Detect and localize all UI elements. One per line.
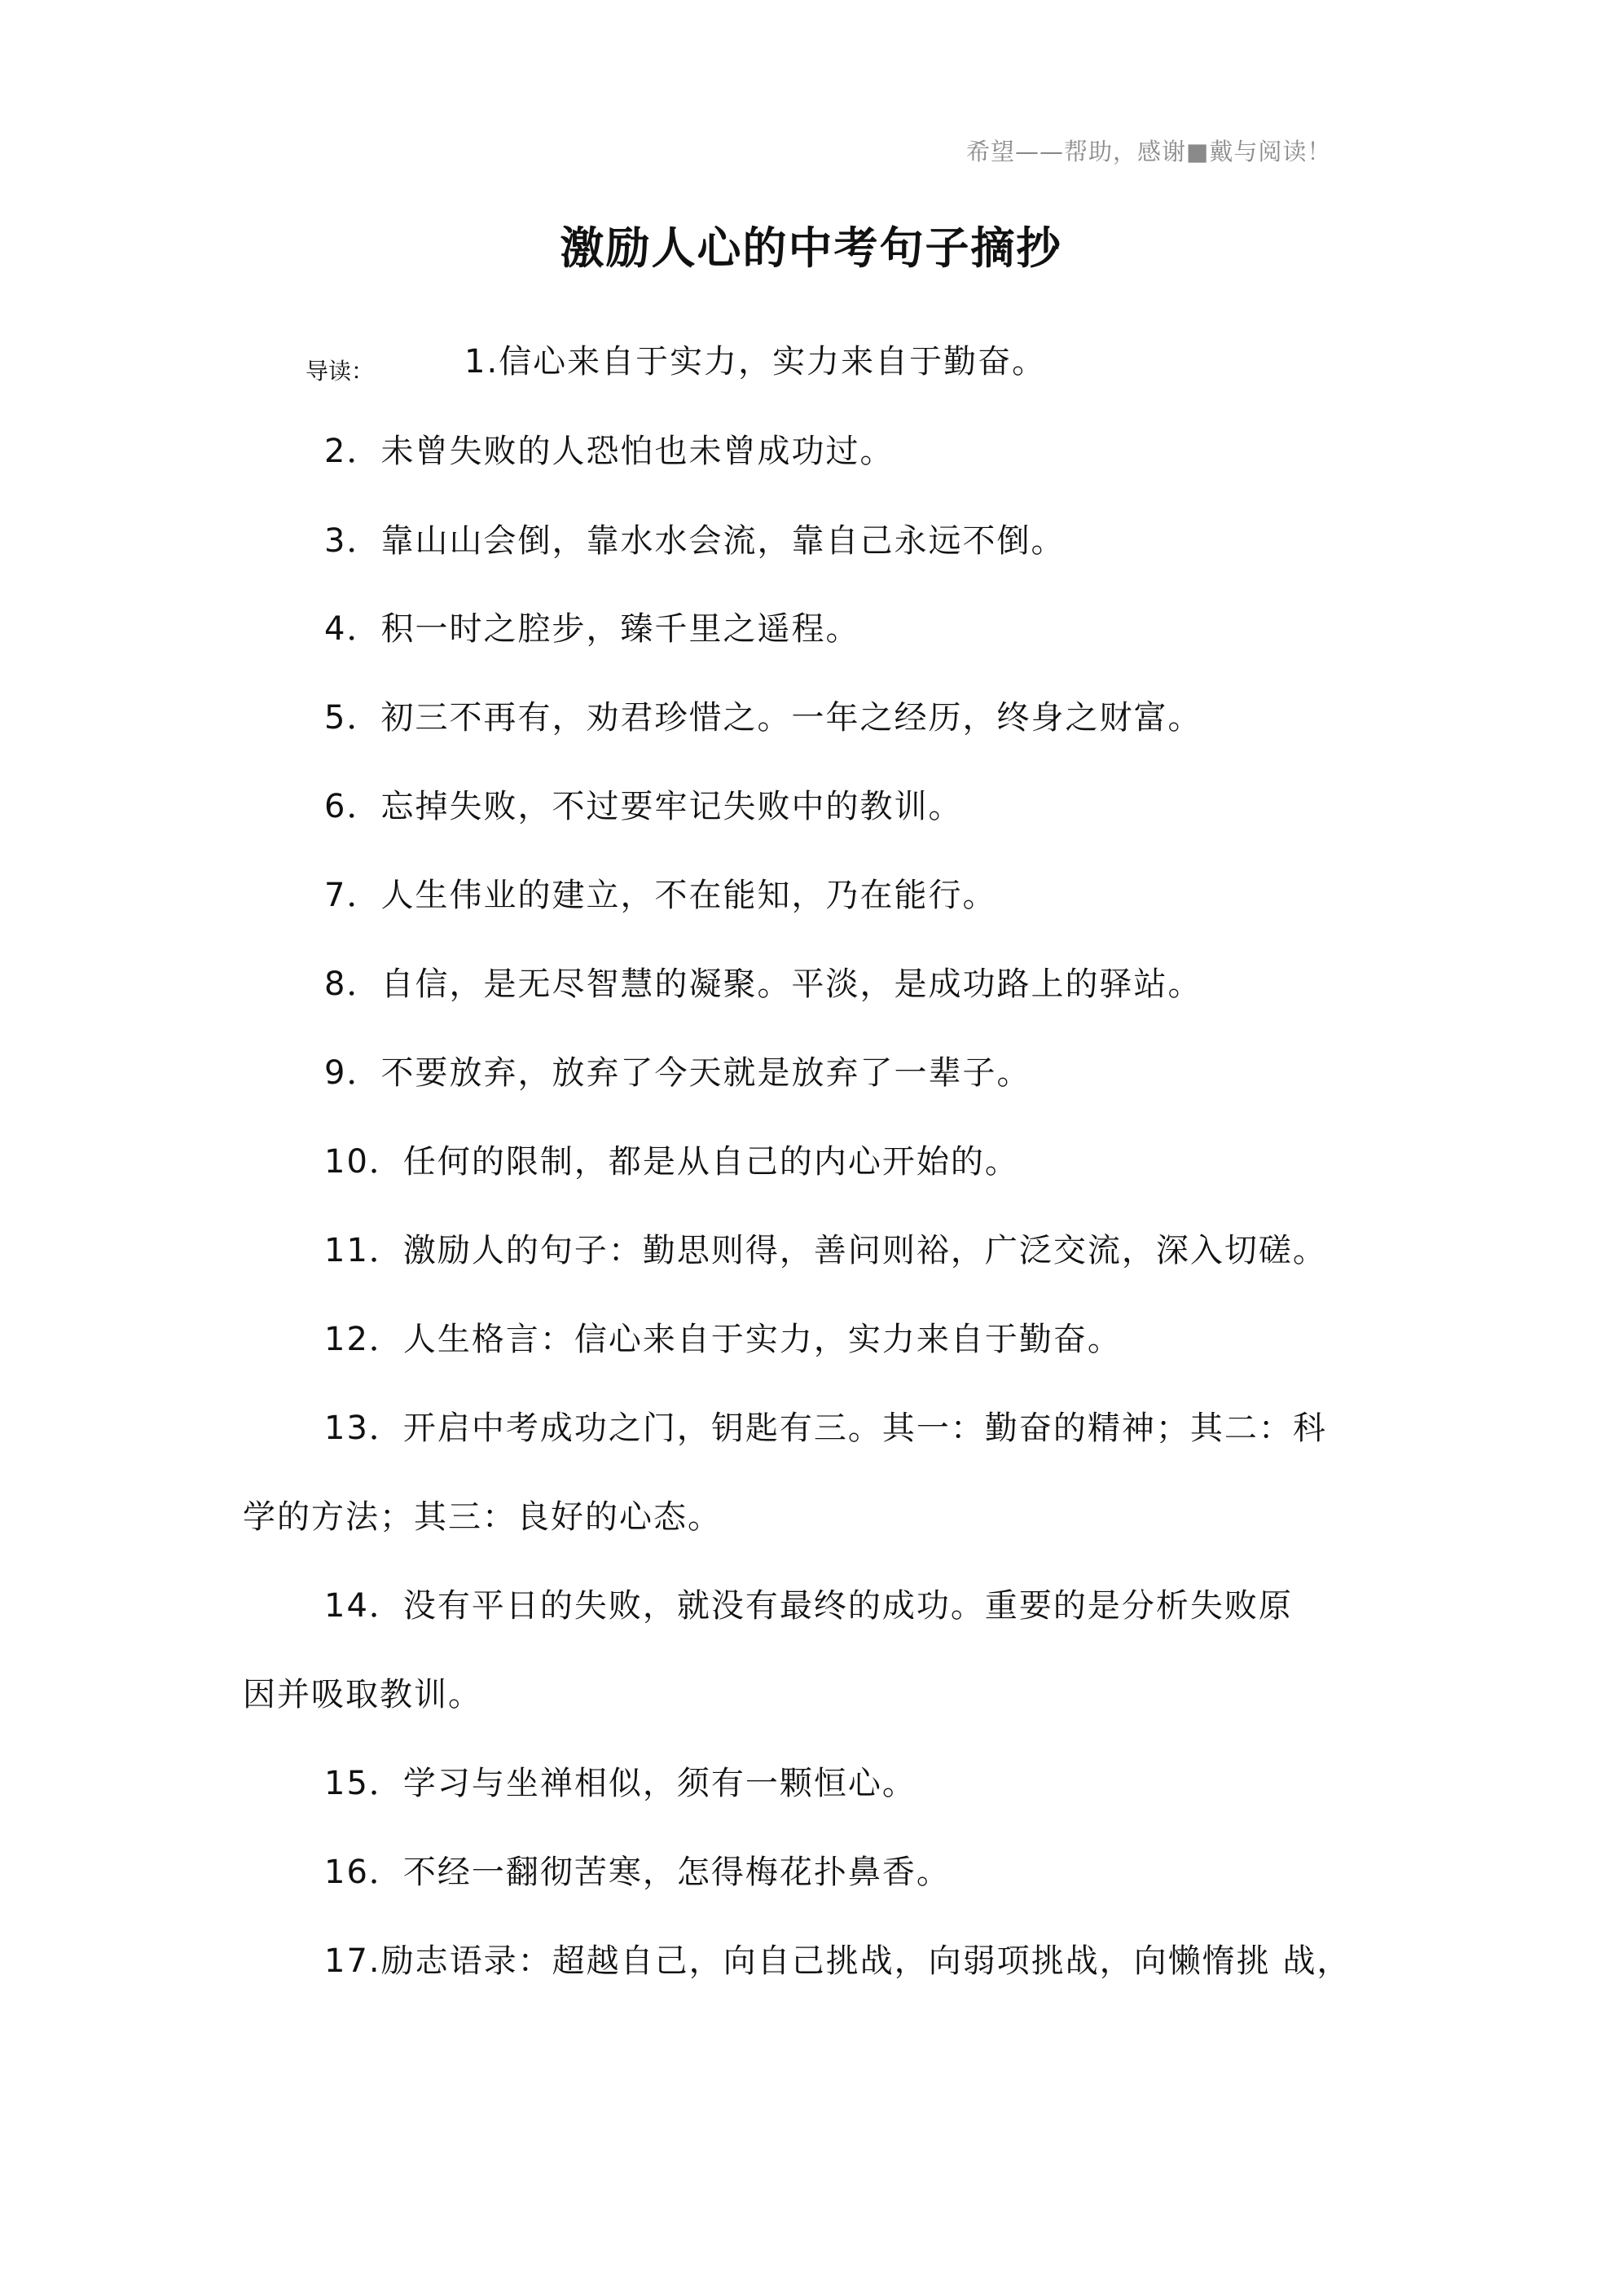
quote-line: 7．人生伟业的建立，不在能知，乃在能行。 [324,877,997,914]
quote-line: 3．靠山山会倒，靠水水会流，靠自己永远不倒。 [324,522,1066,560]
quote-line: 12．人生格言：信心来自于实力，实力来自于勤奋。 [324,1321,1122,1358]
quote-line: 6．忘掉失败，不过要牢记失败中的教训。 [324,788,963,825]
quote-line: 4．积一时之腔步，臻千里之遥程。 [324,610,860,648]
quote-line: 13．开启中考成功之门，钥匙有三。其一：勤奋的精神；其二：科 [324,1410,1327,1447]
quote-line: 因并吸取教训。 [243,1676,482,1713]
quote-line: 1.信心来自于实力，实力来自于勤奋。 [464,343,1047,380]
page-title: 激励人心的中考句子摘抄 [560,222,1062,274]
guide-label: 导读： [305,358,375,385]
quote-line: 11．激励人的句子：勤思则得，善问则裕，广泛交流，深入切磋。 [324,1232,1327,1269]
quote-line: 10．任何的限制，都是从自己的内心开始的。 [324,1143,1019,1181]
quote-line: 2．未曾失败的人恐怕也未曾成功过。 [324,433,895,470]
quote-line: 5．初三不再有，劝君珍惜之。一年之经历，终身之财富。 [324,699,1202,737]
quote-line: 8．自信，是无尽智慧的凝聚。平淡，是成功路上的驿站。 [324,965,1202,1003]
quote-line: 9．不要放弃，放弃了今天就是放弃了一辈子。 [324,1054,1031,1092]
header-note: 希望——帮助，感谢■戴与阅读！ [966,138,1332,165]
quote-line: 14．没有平日的失败，就没有最终的成功。重要的是分析失败原 [324,1587,1293,1625]
quote-line: 15．学习与坐禅相似，须有一颗恒心。 [324,1765,916,1802]
quote-line: 学的方法；其三：良好的心态。 [243,1498,722,1536]
quote-line: 17.励志语录：超越自己，向自己挑战，向弱项挑战，向懒惰挑 战， [324,1942,1352,1980]
quote-line: 16．不经一翻彻苦寒，怎得梅花扑鼻香。 [324,1854,951,1891]
